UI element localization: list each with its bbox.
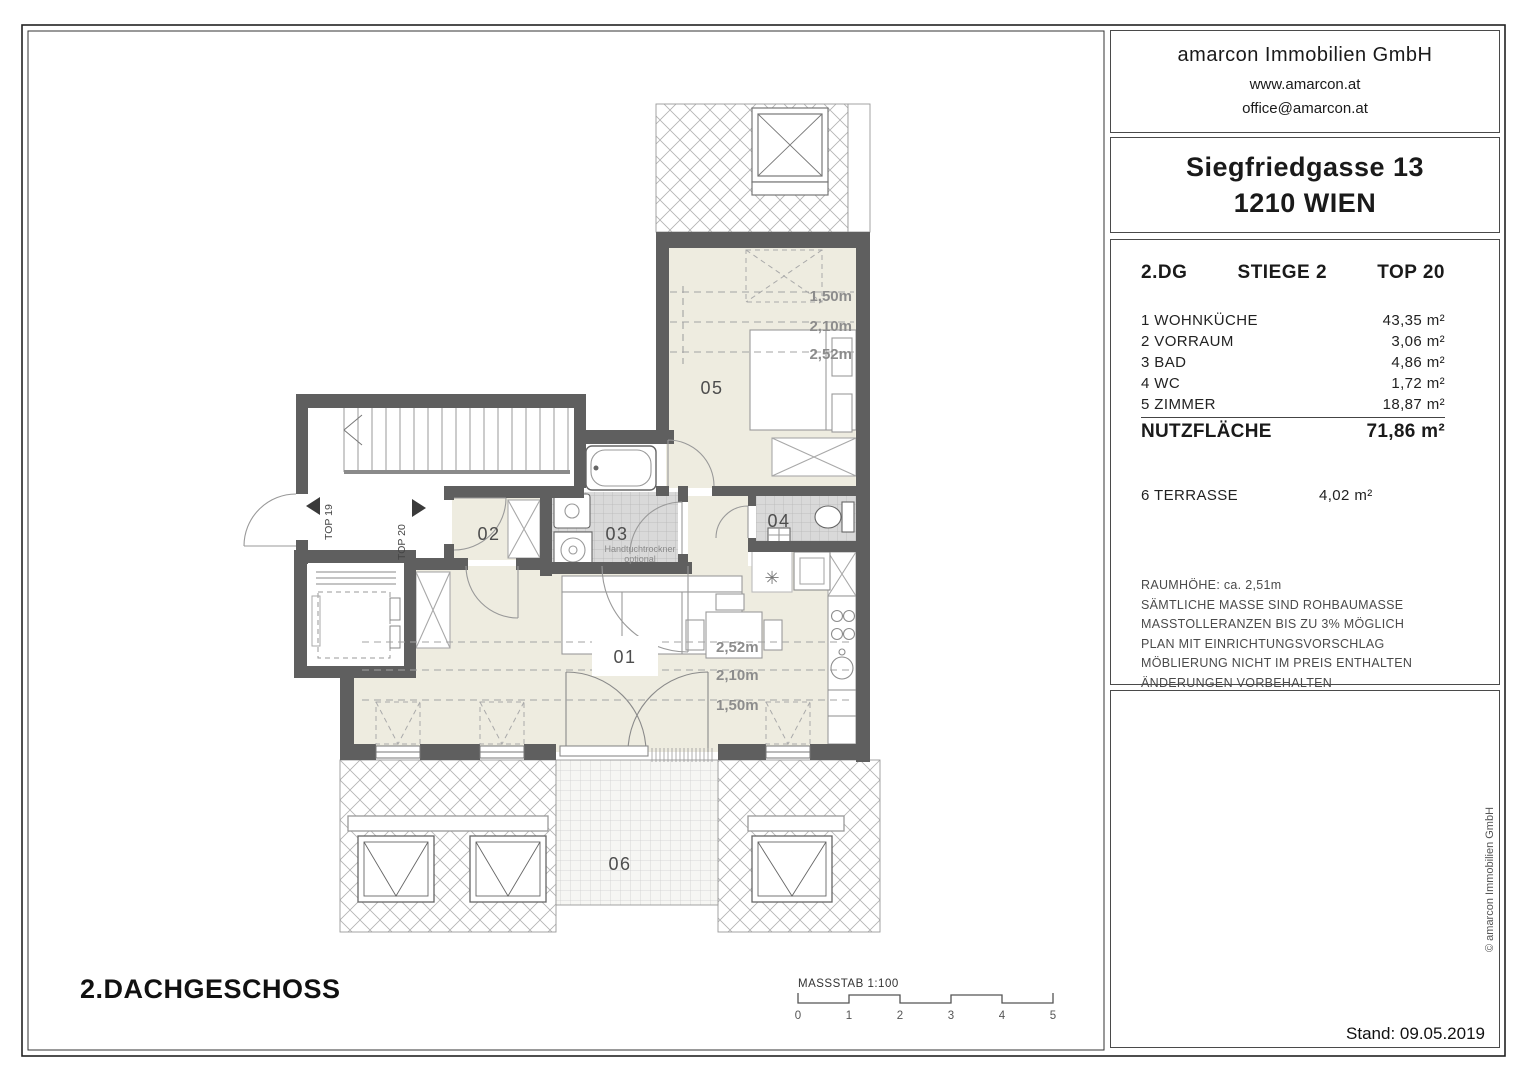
svg-text:2,10m: 2,10m	[716, 667, 759, 684]
table-row: 2 VORRAUM 3,06 m²	[1141, 333, 1445, 350]
roof-skylight	[752, 108, 828, 195]
room-label-02: 02	[477, 524, 501, 544]
scale-ticks	[795, 1010, 1056, 1022]
address-box	[1110, 137, 1500, 233]
svg-text:1,50m: 1,50m	[716, 697, 759, 714]
plan-date: Stand: 09.05.2019	[1346, 1024, 1485, 1043]
top19-label: TOP 19	[323, 504, 335, 540]
unit-floor: 2.DG	[1141, 262, 1188, 283]
svg-text:1,50m: 1,50m	[809, 288, 852, 305]
table-row: 5 ZIMMER 18,87 m²	[1141, 396, 1445, 413]
company-email: office@amarcon.at	[1242, 100, 1368, 117]
address-city: 1210 WIEN	[1233, 188, 1377, 218]
room-label-06: 06	[608, 854, 632, 874]
unit-header	[1141, 262, 1445, 284]
terrace-row: 6 TERRASSE 4,02 m²	[1141, 487, 1373, 504]
elevator	[307, 563, 404, 666]
company-info-box	[1110, 30, 1500, 133]
svg-text:4: 4	[998, 1010, 1006, 1022]
svg-text:3: 3	[947, 1010, 955, 1022]
svg-text:2,52m: 2,52m	[809, 346, 852, 363]
unit-top: TOP 20	[1377, 262, 1445, 283]
svg-text:Handtuchtrockner: Handtuchtrockner	[604, 544, 676, 554]
freezer-star-icon: ✳	[764, 568, 780, 588]
company-website: www.amarcon.at	[1249, 76, 1361, 93]
svg-text:0: 0	[794, 1010, 802, 1022]
total-row: NUTZFLÄCHE 71,86 m²	[1141, 417, 1445, 443]
table-row: 4 WC 1,72 m²	[1141, 375, 1445, 392]
dimension-labels-upper	[809, 288, 852, 363]
svg-text:2,10m: 2,10m	[809, 318, 852, 335]
svg-text:optional: optional	[624, 554, 656, 564]
room-label-05: 05	[700, 378, 724, 398]
site-plan-box	[1110, 690, 1500, 1048]
room-label-03: 03	[605, 524, 629, 544]
table-row: 3 BAD 4,86 m²	[1141, 354, 1445, 371]
top20-label: TOP 20	[396, 524, 408, 560]
table-row: 1 WOHNKÜCHE 43,35 m²	[1141, 312, 1445, 329]
scale-label: MASSSTAB 1:100	[798, 978, 899, 990]
notes-block: RAUMHÖHE: ca. 2,51m SÄMTLICHE MASSE SIND ROHBAUMASSE MASSTOLLERANZEN BIS ZU 3% MÖGLICH PLAN MIT EINRICHTUNGSVORSCHLAG MÖBLIERUNG NICHT IM PREIS ENTHALTEN ÄNDERUNGEN VORBEHALTEN	[1141, 578, 1413, 690]
svg-text:2: 2	[896, 1010, 904, 1022]
address-street: Siegfriedgasse 13	[1185, 152, 1425, 182]
unit-staircase: STIEGE 2	[1237, 262, 1328, 283]
dimension-labels-lower	[716, 639, 759, 714]
svg-text:2,52m: 2,52m	[716, 639, 759, 656]
floor-title: 2.DACHGESCHOSS	[80, 974, 341, 1004]
unit-info-box	[1110, 239, 1500, 690]
scale-bar	[795, 978, 1056, 1022]
room-area-table	[1141, 310, 1445, 504]
svg-text:1: 1	[845, 1010, 853, 1022]
copyright-note: © amarcon Immobilien GmbH	[1484, 806, 1496, 952]
svg-text:5: 5	[1049, 1010, 1057, 1022]
room-label-04: 04	[767, 511, 791, 531]
company-name: amarcon Immobilien GmbH	[1177, 44, 1433, 66]
room-label-01: 01	[613, 647, 637, 667]
